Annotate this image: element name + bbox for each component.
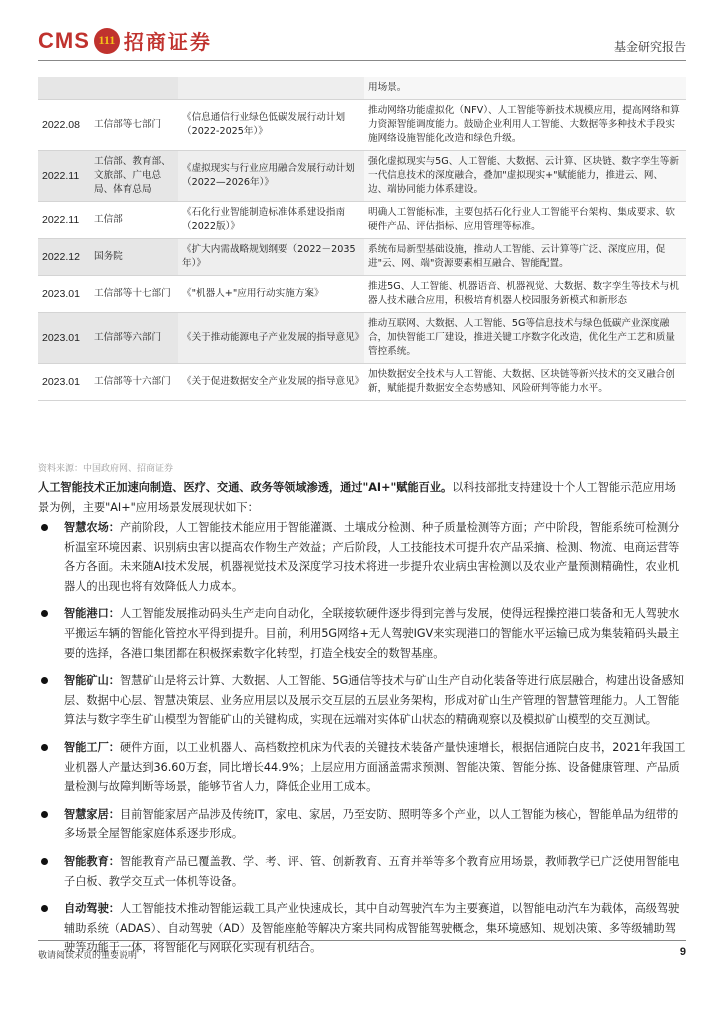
policy-date: 2022.08 <box>42 119 80 131</box>
policy-content: 加快数据安全技术与人工智能、大数据、区块链等新兴技术的交叉融合创新，赋能提升数据安全态势感知、风险研判等能力水平。 <box>368 369 675 394</box>
table-row <box>38 77 686 100</box>
footer-note: 敬请阅读末页的重要说明 <box>38 951 138 961</box>
table-row <box>38 276 686 313</box>
scenario-text: 目前智能家居产品涉及传统IT，家电、家居，乃至安防、照明等多个产业，以人工智能为核心，智能单品为纽带的多场景全屋智能家庭体系逐步形成。 <box>64 807 679 841</box>
policy-date: 2023.01 <box>42 288 80 300</box>
list-item <box>38 518 686 596</box>
policy-department: 工信部 <box>94 214 123 225</box>
page-number: 9 <box>679 946 686 958</box>
policy-department: 工信部等六部门 <box>90 313 178 364</box>
table-row <box>38 239 686 276</box>
scenario-text: 人工智能发展推动码头生产走向自动化，全联接软硬件逐步得到完善与发展，使得远程操控港口装备和无人驾驶水平搬运车辆的智能化管控水平得到提升。目前，利用5G网络+无人驾驶IGV来实现港口的智能水平运输已成为集装箱码头最主要的选择，各港口集团都在积极探索数字化转型，打造全栈安全的数智基座。 <box>64 607 680 660</box>
scenario-text: 智能教育产品已覆盖教、学、考、评、管、创新教育、五育并举等多个教育应用场景，教师教学已广泛使用智能电子白板、教学交互式一体机等设备。 <box>64 854 680 888</box>
policy-document: 《信息通信行业绿色低碳发展行动计划（2022-2025年）》 <box>182 112 346 137</box>
policy-department: 工信部等十七部门 <box>94 288 171 299</box>
policy-department: 工信部等七部门 <box>94 119 162 130</box>
table-row <box>38 364 686 401</box>
policy-table <box>38 77 686 401</box>
policy-document: 《关于推动能源电子产业发展的指导意见》 <box>178 313 364 364</box>
policy-department: 工信部等十六部门 <box>94 376 171 387</box>
table-row <box>38 313 686 364</box>
policy-date: 2023.01 <box>38 313 90 364</box>
header-divider <box>38 60 686 61</box>
list-item <box>38 805 686 844</box>
logo-badge-icon: 111 <box>94 28 120 54</box>
policy-content: 强化虚拟现实与5G、人工智能、大数据、云计算、区块链、数字孪生等新一代信息技术的深度融合，叠加"虚拟现实+"赋能能力，推进云、网、边、端协同能力体系建设。 <box>364 151 686 202</box>
policy-date: 2022.11 <box>38 151 90 202</box>
report-type: 基金研究报告 <box>613 40 686 54</box>
policy-department: 国务院 <box>90 239 178 276</box>
table-row <box>38 100 686 151</box>
list-item <box>38 671 686 730</box>
policy-date <box>38 77 90 100</box>
footer-divider <box>38 940 686 941</box>
bullet-dot-icon <box>41 858 48 865</box>
bullet-dot-icon <box>41 610 48 617</box>
logo-cn-text: 招商证券 <box>123 30 212 54</box>
policy-content: 用场景。 <box>364 77 686 100</box>
policy-date: 2022.12 <box>38 239 90 276</box>
intro-paragraph <box>38 478 686 518</box>
policy-content: 推动互联网、大数据、人工智能、5G等信息技术与绿色低碳产业深度融合，加快智能工厂建设，推进关键工序数字化改造，优化生产工艺和质量管控系统。 <box>364 313 686 364</box>
intro-bold: 人工智能技术正加速向制造、医疗、交通、政务等领域渗透，通过"AI+"赋能百业。 <box>38 481 453 494</box>
policy-content: 系统布局新型基础设施，推动人工智能、云计算等广泛、深度应用，促进"云、网、端"资源要素相互融合、智能配置。 <box>364 239 686 276</box>
table-row <box>38 202 686 239</box>
policy-date: 2022.11 <box>42 214 80 226</box>
scenario-text: 硬件方面，以工业机器人、高档数控机床为代表的关键技术装备产量快速增长，根据信通院白皮书，2021年我国工业机器人产量达到36.60万套，同比增长44.9%；上层应用方面涵盖需求预测、智能决策、智能分拣、设备健康管理、产品质量检测与故障判断等场景，能够节省人力，降低企业用工成本。 <box>64 740 686 794</box>
policy-document: 《"机器人+"应用行动实施方案》 <box>182 288 324 299</box>
scenario-term: 智慧家居： <box>64 807 120 821</box>
page-header <box>0 0 724 62</box>
logo-cms-text: CMS <box>38 27 90 53</box>
scenario-term: 智能港口： <box>64 607 120 621</box>
scenario-term: 智慧农场： <box>64 521 120 534</box>
bullet-dot-icon <box>41 811 48 818</box>
scenario-term: 智能矿山： <box>64 674 120 688</box>
scenario-text: 智慧矿山是将云计算、大数据、人工智能、5G通信等技术与矿山生产自动化装备等进行底层融合，构建出设备感知层、数据中心层、智慧决策层、业务应用层以及展示交互层的五层业务架构，形成对矿山生产管理的智慧管理能力。人工智能算法与数字孪生矿山模型为智能矿山的关键构成，实现在远端对实体矿山状态的精确观察以及模拟矿山模型的交互测试。 <box>64 674 684 727</box>
policy-document <box>178 77 364 100</box>
policy-document: 《虚拟现实与行业应用融合发展行动计划（2022—2026年）》 <box>178 151 364 202</box>
table-source: 资料来源：中国政府网、招商证券 <box>38 464 174 474</box>
list-item <box>38 852 686 891</box>
bullet-dot-icon <box>41 677 48 684</box>
list-item <box>38 738 686 797</box>
policy-document: 《石化行业智能制造标准体系建设指南（2022版）》 <box>182 207 346 232</box>
policy-date: 2023.01 <box>42 376 80 388</box>
policy-content: 推动网络功能虚拟化（NFV）、人工智能等新技术规模应用，提高网络和算力资源智能调度能力。鼓励企业利用人工智能、大数据等多种技术手段实施网络设施智能化改造和绿色升级。 <box>368 105 680 144</box>
scenario-text: 产前阶段，人工智能技术能应用于智能灌溉、土壤成分检测、种子质量检测等方面；产中阶段，智能系统可检测分析温室环境因素、识别病虫害以提高农作物生产效益；产后阶段，人工技能技术可提升农产品采摘、检测、物流、电商运营等各方各面。未来随AI技术发展，机器视觉技术及深度学习技术将进一步提升农业病虫害检测以及农业产量预测精确性，农业机器人的出现也将有效降低人力成本。 <box>64 521 680 593</box>
bullet-dot-icon <box>41 744 48 751</box>
scenario-list <box>38 518 686 966</box>
policy-department: 工信部、教育部、文旅部、广电总局、体育总局 <box>90 151 178 202</box>
scenario-term: 自动驾驶： <box>64 902 120 916</box>
policy-document: 《关于促进数据安全产业发展的指导意见》 <box>182 376 365 387</box>
company-logo <box>38 26 212 55</box>
policy-content: 明确人工智能标准，主要包括石化行业人工智能平台架构、集成要求、软硬件产品、评估指标、应用管理等标准。 <box>368 207 675 232</box>
policy-document: 《扩大内需战略规划纲要（2022－2035年）》 <box>178 239 364 276</box>
bullet-dot-icon <box>41 905 48 912</box>
table-row <box>38 151 686 202</box>
scenario-term: 智能工厂： <box>64 740 120 754</box>
bullet-dot-icon <box>41 524 48 531</box>
intro-rest: 以科技部批支持建设十个人工智能示范应用场景为例，主要"AI+"应用场景发展现状如下： <box>38 481 676 514</box>
scenario-term: 智能教育： <box>64 854 120 868</box>
policy-department <box>90 77 178 100</box>
policy-content: 推进5G、人工智能、机器语音、机器视觉、大数据、数字孪生等技术与机器人技术融合应用，积极培育机器人校园服务新模式和新形态 <box>368 281 679 306</box>
list-item <box>38 604 686 663</box>
scenario-text: 人工智能技术推动智能运载工具产业快速成长，其中自动驾驶汽车为主要赛道，以智能电动汽车为载体，高级驾驶辅助系统（ADAS）、自动驾驶（AD）及智能座舱等解决方案共同构成智能驾驶概念，集环境感知、规划决策、多等级辅助驾驶等功能于一体，将智能化与网联化实现有机结合。 <box>64 902 680 955</box>
